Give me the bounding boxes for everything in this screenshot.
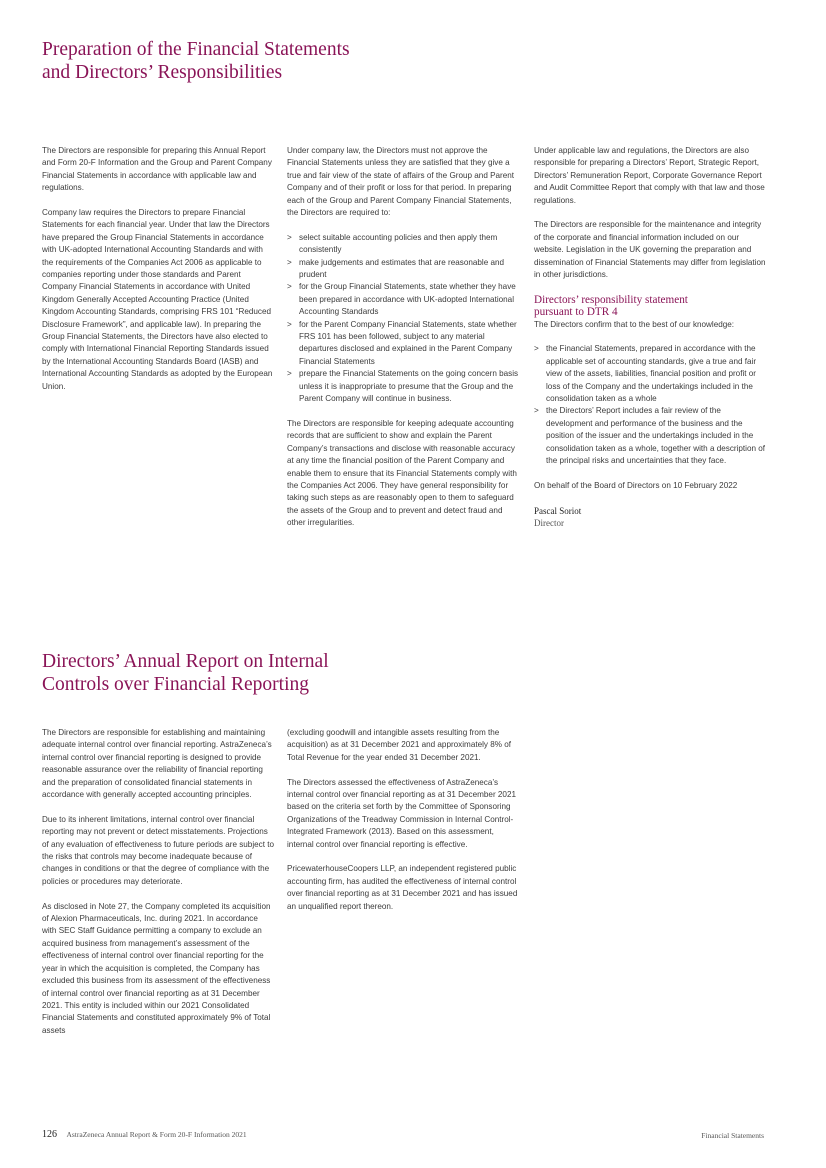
section2-column-2 bbox=[287, 727, 519, 925]
section1-column-3 bbox=[534, 145, 766, 530]
paragraph: Due to its inherent limitations, internal control over financial reporting may not prevent or detect misstatements. Projections of any evaluation of effectiveness to future periods are subject to the risks that controls may become inadequate because of changes in conditions or that the degree of compliance with the policies or procedures may deteriorate. bbox=[42, 814, 275, 886]
list-item: > the Directors’ Report includes a fair review of the development and performance of the business and the position of the issuer and the undertakings included in the consolidation taken as a whole, together with a description of the principal risks and uncertainties that they face. bbox=[534, 405, 766, 467]
list-item: > prepare the Financial Statements on the going concern basis unless it is inappropriate to presume that the Group and the Parent Company will continue in business. bbox=[287, 368, 519, 405]
signatory-name: Pascal Soriot bbox=[534, 505, 582, 516]
paragraph: PricewaterhouseCoopers LLP, an independent registered public accounting firm, has audited the effectiveness of internal control over financial reporting as at 31 December 2021 and has issued an unqualified report thereon. bbox=[287, 864, 518, 911]
list-item: > for the Parent Company Financial Statements, state whether FRS 101 has been followed, subject to any material departures disclosed and explained in the Parent Company Financial Statements bbox=[287, 319, 519, 369]
paragraph: The Directors are responsible for preparing this Annual Report and Form 20-F Information and the Group and Parent Company Financial Statements in accordance with applicable law and regulations. bbox=[42, 146, 272, 193]
paragraph: Company law requires the Directors to prepare Financial Statements for each financial year. Under that law the Directors have prepared the Group Financial Statements in accordance with UK-adopted International Accounting Standards and with the requirements of the Companies Act 2006 as applicable to companies reporting under those standards and Parent Company Financial Statements in accordance with United Kingdom Generally Accepted Accounting Practice (United Kingdom Accounting Standards, comprising FRS 101 “Reduced Disclosure Framework”, and applicable law). In preparing the Group Financial Statements, the Directors have also elected to comply with International Financial Reporting Standards issued by the International Accounting Standards Board (IASB) and International Accounting Standards as adopted by the European Union. bbox=[42, 208, 273, 391]
signatory-title: Director bbox=[534, 518, 564, 529]
paragraph: The Directors are responsible for the maintenance and integrity of the corporate and financial information included on our website. Legislation in the UK governing the preparation and dissemination of Financial Statements may differ from legislation in other jurisdictions. bbox=[534, 220, 766, 280]
signature-block bbox=[534, 505, 766, 530]
page-title: Preparation of the Financial Statements and Directors’ Responsibilities bbox=[42, 39, 350, 83]
paragraph: As disclosed in Note 27, the Company completed its acquisition of Alexion Pharmaceuticals, Inc. during 2021. In accordance with SEC Staff Guidance permitting a company to exclude an acquired business from management’s assessment of the effectiveness of internal control over financial reporting for the year in which the acquisition is completed, the Company has excluded this business from its assessment of the effectiveness of internal control over financial reporting as at 31 December 2021. This entity is included within our 2021 Consolidated Financial Statements and constituted approximately 9% of Total assets bbox=[42, 901, 271, 1035]
publication-title: AstraZeneca Annual Report & Form 20-F Information 2021 bbox=[66, 1130, 247, 1139]
list-item: > the Financial Statements, prepared in accordance with the applicable set of accounting standards, give a true and fair view of the assets, liabilities, financial position and profit or loss of the Company and the undertakings included in the consolidation taken as a whole bbox=[534, 343, 766, 405]
paragraph: (excluding goodwill and intangible assets resulting from the acquisition) as at 31 December 2021 and approximately 8% of Total Revenue for the year ended 31 December 2021. bbox=[287, 728, 512, 762]
list-item: > select suitable accounting policies and then apply them consistently bbox=[287, 232, 519, 257]
footer-section-name: Financial Statements bbox=[701, 1131, 764, 1140]
paragraph: On behalf of the Board of Directors on 10 February 2022 bbox=[534, 480, 738, 490]
paragraph: The Directors are responsible for keeping adequate accounting records that are sufficient to show and explain the Parent Company’s transactions and disclose with reasonable accuracy at any time the financial position of the Parent Company and enable them to ensure that its Financial Statements comply with the Companies Act 2006. They have general responsibility for taking such steps as are reasonably open to them to safeguard the assets of the Group and to prevent and detect fraud and other irregularities. bbox=[287, 418, 517, 528]
section2-column-1 bbox=[42, 727, 274, 1050]
list-item: > for the Group Financial Statements, state whether they have been prepared in accordance with UK-adopted International Accounting Standards bbox=[287, 281, 519, 318]
paragraph: The Directors confirm that to the best of our knowledge: bbox=[534, 319, 735, 329]
paragraph: The Directors assessed the effectiveness of AstraZeneca’s internal control over financial reporting as at 31 December 2021 based on the criteria set forth by the Committee of Sponsoring Organizations of the Treadway Commission in Internal Control-Integrated Framework (2013). Based on this assessment, internal control over financial reporting is effective. bbox=[287, 777, 516, 849]
section1-column-2 bbox=[287, 145, 519, 542]
responsibility-statement-heading: Directors’ responsibility statement pursuant to DTR 4 bbox=[534, 293, 688, 319]
paragraph: Under applicable law and regulations, the Directors are also responsible for preparing a Directors’ Report, Strategic Report, Directors’ Remuneration Report, Corporate Governance Report and Audit Committee Report that comply with that law and those regulations. bbox=[534, 146, 765, 205]
paragraph: Under company law, the Directors must not approve the Financial Statements unless they are satisfied that they give a true and fair view of the state of affairs of the Group and Parent Company and of their profit or loss for that period. In preparing each of the Group and Parent Company Financial Statements, the Directors are required to: bbox=[287, 146, 515, 218]
confirmation-list bbox=[534, 343, 766, 467]
section-title: Directors’ Annual Report on Internal Controls over Financial Reporting bbox=[42, 651, 329, 695]
requirements-list bbox=[287, 232, 519, 406]
paragraph: The Directors are responsible for establishing and maintaining adequate internal control over financial reporting. AstraZeneca’s internal control over financial reporting is designed to provide reasonable assurance over the reliability of financial reporting and the preparation of consolidated financial statements in accordance with generally accepted accounting principles. bbox=[42, 728, 272, 800]
page-number: 126 bbox=[42, 1129, 57, 1140]
section1-column-1 bbox=[42, 145, 274, 406]
list-item: > make judgements and estimates that are reasonable and prudent bbox=[287, 257, 519, 282]
page-footer bbox=[42, 1129, 764, 1140]
